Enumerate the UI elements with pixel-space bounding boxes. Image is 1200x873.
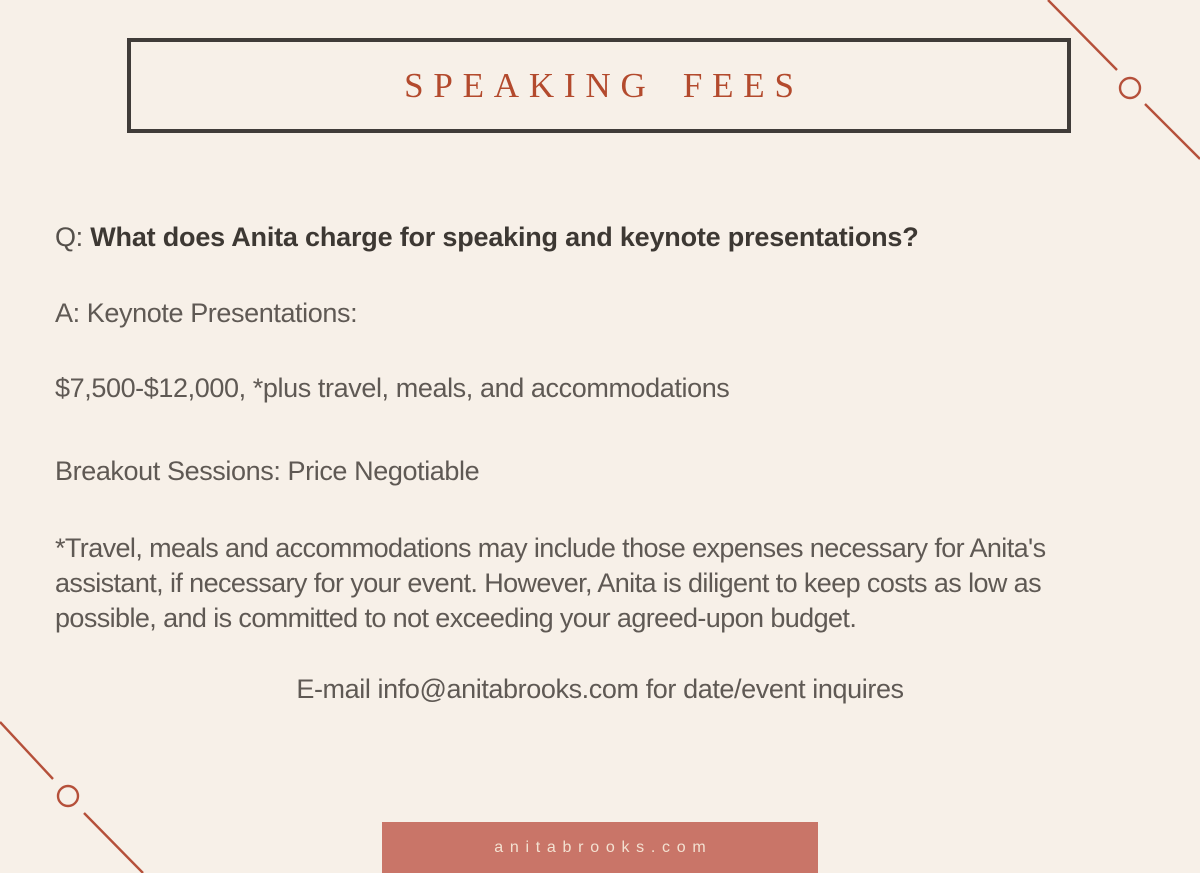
- price-line: $7,500-$12,000, *plus travel, meals, and accommodations: [55, 373, 730, 403]
- circle-icon: [1120, 78, 1140, 98]
- website-label: anitabrooks.com: [494, 838, 713, 856]
- diagonal-line: [1145, 104, 1200, 159]
- page-title: SPEAKING FEES: [404, 65, 804, 105]
- question-line: [55, 222, 919, 253]
- answer-label: A: Keynote Presentations:: [55, 298, 358, 328]
- disclaimer-paragraph: *Travel, meals and accommodations may include those expenses necessary for Anita's assistant, if necessary for your event. However, Anita is diligent to keep costs as low as possible, and is committed to not exceeding your agreed-upon budget.: [55, 533, 1046, 633]
- question-prefix: Q:: [55, 222, 83, 252]
- contact-line: E-mail info@anitabrooks.com for date/event inquires: [296, 674, 904, 704]
- title-box: [127, 38, 1071, 133]
- website-bar: [382, 822, 818, 873]
- circle-icon: [58, 786, 78, 806]
- breakout-line: Breakout Sessions: Price Negotiable: [55, 456, 480, 486]
- diagonal-line: [84, 813, 143, 873]
- diagonal-line-decoration-bottom-left: [0, 700, 180, 873]
- question-text: What does Anita charge for speaking and keynote presentations?: [90, 222, 919, 252]
- diagonal-line: [0, 722, 53, 779]
